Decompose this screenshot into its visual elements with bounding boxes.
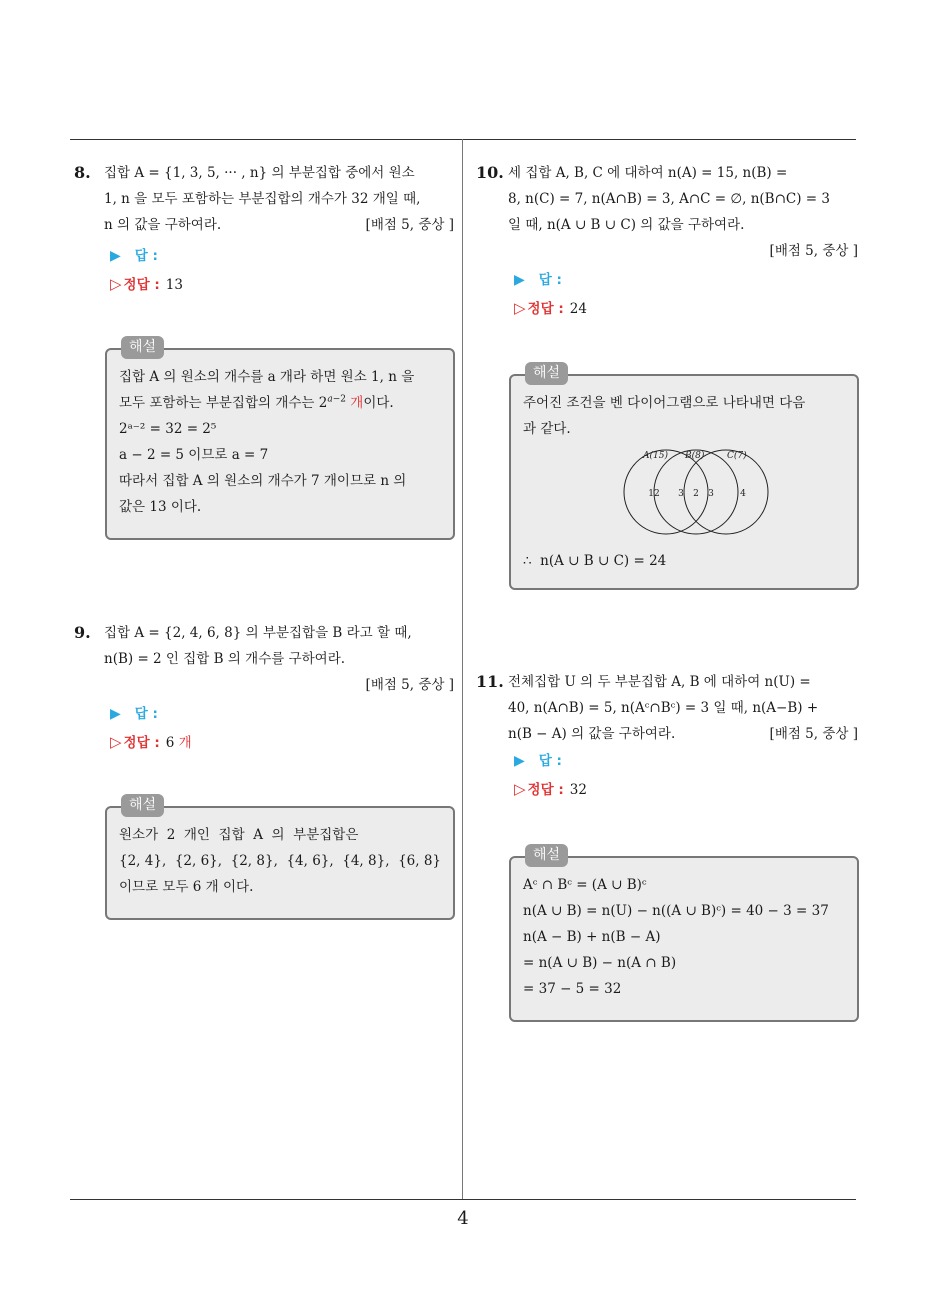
solution-box-8 — [105, 339, 455, 540]
solution-line: n(A ∪ B) = n(U) − n((A ∪ B)ᶜ) = 40 − 3 = 37 — [523, 903, 829, 919]
venn-label-a: A(15) — [643, 451, 668, 461]
problem-line: 8, n(C) = 7, n(A∩B) = 3, A∩C = ∅, n(B∩C) = 3 — [508, 191, 830, 207]
problem-line: n(B) = 2 인 집합 B 의 개수를 구하여라. — [104, 651, 346, 667]
solution-line: 따라서 집합 A 의 원소의 개수가 7 개이므로 n 의 — [119, 473, 407, 489]
solution-line: = n(A ∪ B) − n(A ∩ B) — [523, 955, 677, 971]
solution-box-9 — [105, 797, 455, 920]
play-triangle-icon: ▶ — [110, 248, 121, 264]
venn-region-b-only: 2 — [693, 489, 699, 499]
solution-tag: 해설 — [525, 362, 568, 385]
solution-line: 과 같다. — [523, 421, 571, 437]
correct-answer-row — [514, 775, 858, 804]
answer-row — [514, 266, 858, 294]
answer-label: 답 : — [538, 272, 562, 288]
solution-line: a − 2 = 5 이므로 a = 7 — [119, 447, 269, 463]
score-label: [배점 5, 중상 ] — [769, 726, 858, 742]
solution-line: n(A − B) + n(B − A) — [523, 929, 661, 945]
top-rule — [70, 139, 856, 140]
problem-number: 8. — [74, 163, 91, 182]
correct-label: 정답 : — [527, 782, 564, 798]
correct-answer-row — [110, 728, 454, 757]
correct-answer-row — [110, 270, 454, 299]
play-triangle-icon: ▶ — [110, 706, 121, 722]
outline-triangle-icon: ▷ — [110, 275, 122, 293]
solution-line: 집합 A 의 원소의 개수를 a 개라 하면 원소 1, n 을 — [119, 369, 415, 385]
correct-value: 24 — [569, 301, 587, 317]
solution-box-10 — [509, 365, 859, 590]
problem-line: 1, n 을 모두 포함하는 부분집합의 개수가 32 개일 때, — [104, 191, 421, 207]
correct-value: 6 — [165, 735, 175, 751]
problem-line: n 의 값을 구하여라. — [104, 217, 222, 233]
problem-line: 집합 A = {1, 3, 5, ··· , n} 의 부분집합 중에서 원소 — [104, 165, 415, 181]
solution-line: {2, 4}, {2, 6}, {2, 8}, {4, 6}, {4, 8}, {6, 8} — [119, 853, 442, 869]
play-triangle-icon: ▶ — [514, 753, 525, 769]
problem-10 — [476, 160, 858, 323]
problem-number: 9. — [74, 623, 91, 642]
solution-box-11 — [509, 847, 859, 1022]
problem-11 — [476, 669, 858, 804]
answer-label: 답 : — [134, 706, 158, 722]
venn-label-c: C(7) — [727, 451, 747, 461]
problem-line: 전체집합 U 의 두 부분집합 A, B 에 대하여 n(U) = — [508, 674, 811, 690]
venn-region-bc: 3 — [708, 489, 714, 499]
problem-line: 세 집합 A, B, C 에 대하여 n(A) = 15, n(B) = — [508, 165, 788, 181]
score-label: [배점 5, 중상 ] — [365, 677, 454, 693]
solution-tag: 해설 — [121, 336, 164, 359]
answer-row — [110, 242, 454, 270]
solution-line: 값은 13 이다. — [119, 499, 202, 515]
column-divider — [462, 139, 463, 1200]
correct-value: 32 — [569, 782, 587, 798]
solution-tag: 해설 — [525, 844, 568, 867]
correct-answer-row — [514, 294, 858, 323]
correct-unit: 개 — [178, 735, 192, 751]
problem-line: 일 때, n(A ∪ B ∪ C) 의 값을 구하여라. — [508, 217, 745, 233]
solution-line: 2ᵃ⁻² = 32 = 2⁵ — [119, 421, 217, 437]
correct-label: 정답 : — [123, 277, 160, 293]
solution-line: 주어진 조건을 벤 다이어그램으로 나타내면 다음 — [523, 395, 806, 411]
outline-triangle-icon: ▷ — [514, 780, 526, 798]
outline-triangle-icon: ▷ — [514, 299, 526, 317]
venn-region-a-only: 12 — [648, 489, 660, 499]
score-label: [배점 5, 중상 ] — [365, 217, 454, 233]
solution-line: Aᶜ ∩ Bᶜ = (A ∪ B)ᶜ — [523, 877, 647, 893]
venn-label-b: B(8) — [685, 451, 705, 461]
problem-number: 10. — [476, 163, 504, 182]
problem-number: 11. — [476, 672, 504, 691]
score-label: [배점 5, 중상 ] — [769, 243, 858, 259]
solution-line: 이므로 모두 6 개 이다. — [119, 879, 254, 895]
unit-highlight: 개 — [350, 395, 364, 411]
correct-value: 13 — [165, 277, 183, 293]
page-number: 4 — [457, 1208, 469, 1229]
solution-line: = 37 − 5 = 32 — [523, 981, 622, 997]
solution-line: 모두 포함하는 부분집합의 개수는 $2^{a-2}$ 개이다. — [119, 394, 394, 411]
play-triangle-icon: ▶ — [514, 272, 525, 288]
venn-region-ab: 3 — [678, 489, 684, 499]
bottom-rule — [70, 1199, 856, 1200]
outline-triangle-icon: ▷ — [110, 733, 122, 751]
answer-label: 답 : — [134, 248, 158, 264]
problem-9 — [74, 620, 454, 757]
problem-line: n(B − A) 의 값을 구하여라. — [508, 726, 676, 742]
answer-row — [514, 747, 858, 775]
venn-diagram — [523, 442, 845, 542]
answer-label: 답 : — [538, 753, 562, 769]
solution-line: 원소가 2 개인 집합 A 의 부분집합은 — [119, 827, 359, 843]
correct-label: 정답 : — [123, 735, 160, 751]
problem-line: 집합 A = {2, 4, 6, 8} 의 부분집합을 B 라고 할 때, — [104, 625, 412, 641]
solution-tag: 해설 — [121, 794, 164, 817]
problem-8 — [74, 160, 454, 299]
venn-region-c-only: 4 — [740, 489, 746, 499]
solution-conclusion: ∴ n(A ∪ B ∪ C) = 24 — [523, 553, 667, 569]
problem-line: 40, n(A∩B) = 5, n(Aᶜ∩Bᶜ) = 3 일 때, n(A−B) + — [508, 700, 819, 716]
correct-label: 정답 : — [527, 301, 564, 317]
answer-row — [110, 700, 454, 728]
